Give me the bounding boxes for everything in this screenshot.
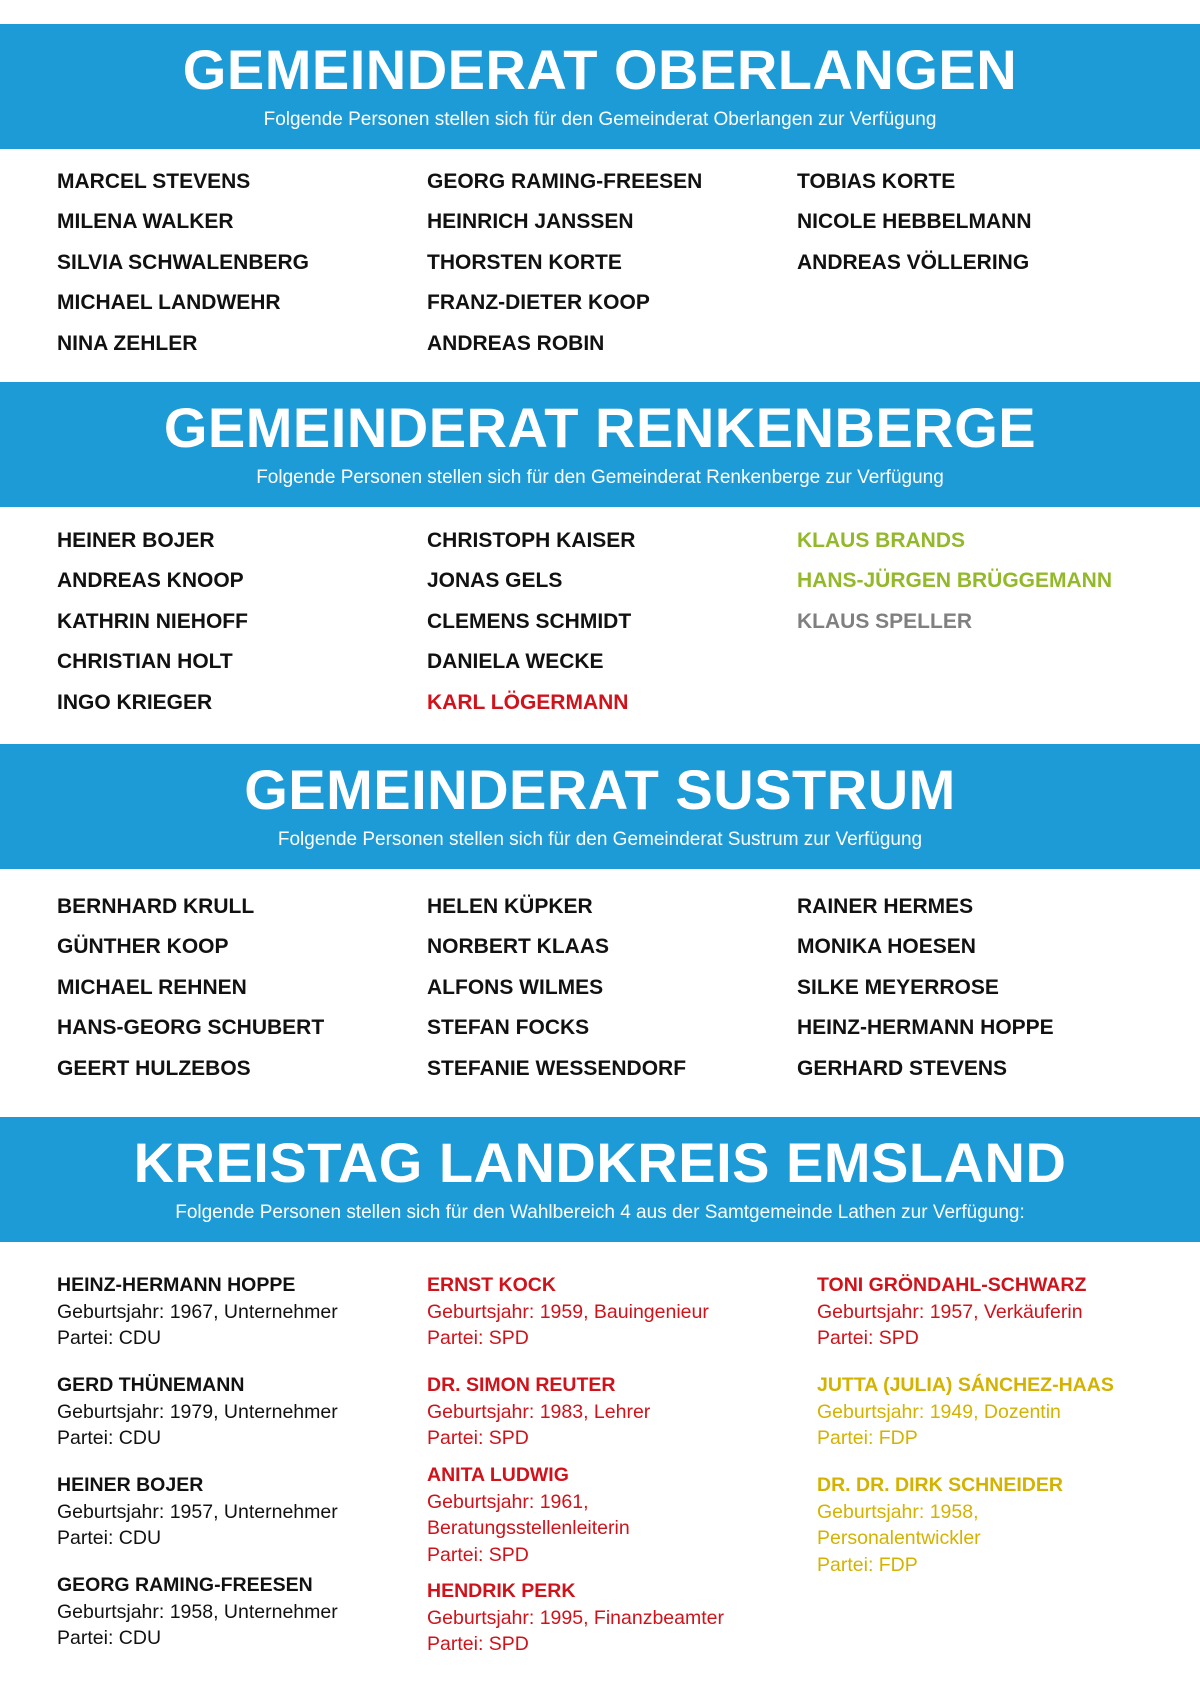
candidate-party: Partei: FDP (817, 1553, 918, 1576)
candidate-party: Partei: CDU (57, 1327, 162, 1349)
candidate-name: SILKE MEYERROSE (797, 975, 999, 999)
candidate-name: GERHARD STEVENS (797, 1056, 1008, 1080)
candidate-entry (57, 1272, 338, 1352)
name-column (797, 162, 1032, 283)
candidate-name: THORSTEN KORTE (427, 250, 622, 274)
candidate-party: Partei: SPD (427, 1543, 529, 1566)
candidate-name: ERNST KOCK (427, 1274, 556, 1296)
name-column (427, 162, 702, 364)
candidate-name: HEINER BOJER (57, 1474, 204, 1496)
candidate-name: JUTTA (JULIA) SÁNCHEZ-HAAS (817, 1374, 1114, 1396)
candidate-occupation: Personalentwickler (817, 1527, 981, 1549)
name-column (797, 521, 1112, 642)
candidate-entry (57, 1472, 338, 1552)
section-banner (0, 1117, 1200, 1242)
candidate-name: HANS-JÜRGEN BRÜGGEMANN (797, 569, 1113, 593)
candidate-entry (427, 1578, 724, 1658)
candidate-entry (57, 1572, 338, 1652)
candidate-name: HELEN KÜPKER (427, 895, 593, 918)
candidate-name: HENDRIK PERK (427, 1580, 576, 1602)
candidate-name: MARCEL STEVENS (57, 170, 251, 193)
section-title: GEMEINDERAT SUSTRUM (244, 758, 956, 821)
candidate-party: Partei: SPD (427, 1427, 529, 1449)
candidate-name: NORBERT KLAAS (427, 935, 609, 959)
candidate-name: JONAS GELS (427, 569, 563, 593)
candidate-name: GEERT HULZEBOS (57, 1056, 251, 1080)
candidate-name: KATHRIN NIEHOFF (57, 609, 248, 633)
candidate-name: ANDREAS VÖLLERING (797, 250, 1030, 274)
section-banner (0, 24, 1200, 149)
section-title: GEMEINDERAT RENKENBERGE (163, 396, 1037, 459)
candidate-entry (817, 1472, 1063, 1578)
candidate-name: HEINZ-HERMANN HOPPE (57, 1274, 296, 1296)
candidate-name: TONI GRÖNDAHL-SCHWARZ (817, 1274, 1087, 1296)
candidate-birth-year: Geburtsjahr: 1957, Verkäuferin (817, 1300, 1083, 1323)
candidate-name: ANDREAS KNOOP (57, 569, 244, 593)
candidate-name: STEFAN FOCKS (427, 1016, 590, 1040)
candidate-entry (427, 1272, 709, 1352)
candidate-name: NINA ZEHLER (57, 331, 198, 355)
candidate-name: MICHAEL REHNEN (57, 975, 247, 999)
candidate-birth-year: Geburtsjahr: 1961, (427, 1490, 589, 1513)
candidate-name: KLAUS SPELLER (797, 609, 973, 633)
candidate-birth-year: Geburtsjahr: 1979, Unternehmer (57, 1400, 338, 1423)
candidate-party: Partei: CDU (57, 1527, 162, 1549)
candidate-birth-year: Geburtsjahr: 1958, (817, 1500, 979, 1523)
candidate-birth-year: Geburtsjahr: 1959, Bauingenieur (427, 1300, 709, 1323)
candidate-name: INGO KRIEGER (57, 690, 213, 714)
candidate-birth-year: Geburtsjahr: 1957, Unternehmer (57, 1500, 338, 1523)
name-column (57, 521, 248, 723)
candidate-name: ALFONS WILMES (427, 975, 604, 999)
candidate-name: GEORG RAMING-FREESEN (427, 170, 703, 193)
candidate-birth-year: Geburtsjahr: 1995, Finanzbeamter (427, 1606, 724, 1629)
candidate-entry (817, 1272, 1086, 1352)
candidate-party: Partei: CDU (57, 1627, 162, 1649)
candidate-name: DANIELA WECKE (427, 650, 604, 674)
candidate-name: MONIKA HOESEN (797, 935, 976, 959)
name-column (427, 887, 686, 1089)
candidate-birth-year: Geburtsjahr: 1983, Lehrer (427, 1400, 651, 1423)
candidate-name: SILVIA SCHWALENBERG (57, 250, 310, 274)
section-banner (0, 744, 1200, 869)
candidate-name: GÜNTHER KOOP (57, 935, 229, 959)
section-subtitle: Folgende Personen stellen sich für den Gemeinderat Oberlangen zur Verfügung (263, 109, 937, 130)
candidate-occupation: Beratungsstellenleiterin (427, 1517, 630, 1539)
name-column (427, 521, 635, 723)
candidate-name: HEINER BOJER (57, 529, 215, 552)
candidate-entry (427, 1372, 650, 1452)
candidate-name: MILENA WALKER (57, 210, 234, 234)
candidate-name: DR. DR. DIRK SCHNEIDER (817, 1474, 1063, 1496)
name-column (797, 887, 1054, 1089)
candidate-name: ANITA LUDWIG (427, 1464, 569, 1486)
candidate-entry (817, 1372, 1114, 1452)
candidate-name: CHRISTIAN HOLT (57, 650, 233, 674)
candidate-name: DR. SIMON REUTER (427, 1374, 616, 1396)
section-title: GEMEINDERAT OBERLANGEN (182, 38, 1018, 101)
candidate-name: NICOLE HEBBELMANN (797, 210, 1032, 234)
section-subtitle: Folgende Personen stellen sich für den Gemeinderat Renkenberge zur Verfügung (256, 467, 944, 488)
candidate-entry (57, 1372, 338, 1452)
candidate-name: KLAUS BRANDS (797, 529, 965, 552)
candidate-birth-year: Geburtsjahr: 1967, Unternehmer (57, 1300, 338, 1323)
candidate-party: Partei: SPD (427, 1327, 529, 1349)
candidate-name: STEFANIE WESSENDORF (427, 1056, 687, 1080)
candidate-party: Partei: SPD (427, 1633, 529, 1655)
candidate-name: CLEMENS SCHMIDT (427, 609, 632, 633)
name-column (57, 887, 324, 1089)
section-banner (0, 382, 1200, 507)
candidate-entry (427, 1462, 630, 1568)
candidate-name: BERNHARD KRULL (57, 895, 255, 918)
candidate-name: HANS-GEORG SCHUBERT (57, 1016, 325, 1040)
candidate-name: HEINZ-HERMANN HOPPE (797, 1016, 1054, 1040)
candidate-name: GERD THÜNEMANN (57, 1374, 245, 1396)
candidate-party: Partei: FDP (817, 1427, 918, 1449)
candidate-name: HEINRICH JANSSEN (427, 210, 634, 234)
candidate-name: TOBIAS KORTE (797, 170, 956, 193)
section-title: KREISTAG LANDKREIS EMSLAND (133, 1131, 1067, 1194)
candidate-party: Partei: CDU (57, 1427, 162, 1449)
candidate-name: MICHAEL LANDWEHR (57, 291, 281, 315)
name-column (57, 162, 309, 364)
section-subtitle: Folgende Personen stellen sich für den Wahlbereich 4 aus der Samtgemeinde Lathen zur Verfügung: (175, 1202, 1025, 1223)
candidate-name: ANDREAS ROBIN (427, 331, 605, 355)
section-subtitle: Folgende Personen stellen sich für den Gemeinderat Sustrum zur Verfügung (277, 829, 923, 850)
candidate-birth-year: Geburtsjahr: 1958, Unternehmer (57, 1600, 338, 1623)
candidate-name: FRANZ-DIETER KOOP (427, 291, 650, 315)
candidate-name: GEORG RAMING-FREESEN (57, 1574, 313, 1596)
candidate-name: RAINER HERMES (797, 895, 974, 918)
candidate-name: CHRISTOPH KAISER (427, 529, 636, 552)
candidate-birth-year: Geburtsjahr: 1949, Dozentin (817, 1400, 1061, 1423)
candidate-party: Partei: SPD (817, 1327, 919, 1349)
candidate-name: KARL LÖGERMANN (427, 690, 629, 714)
